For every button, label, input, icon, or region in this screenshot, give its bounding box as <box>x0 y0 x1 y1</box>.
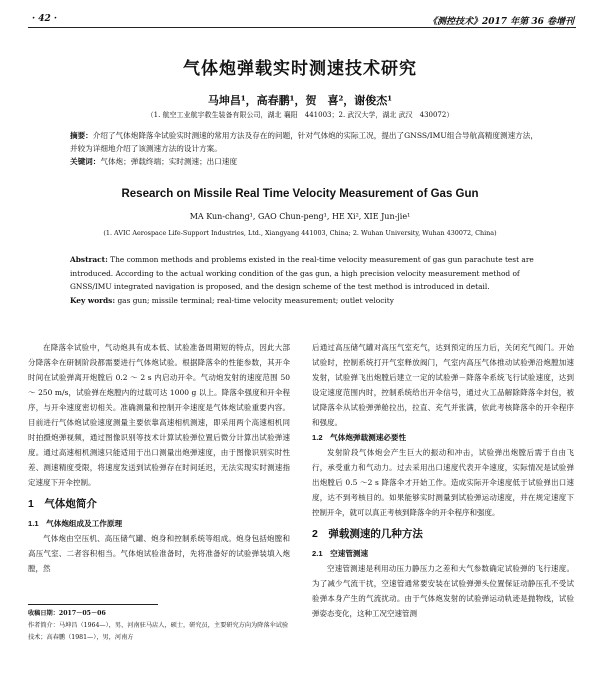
abstract-cn-label: 摘要： <box>70 131 93 140</box>
section-1-2-paragraph: 发射阶段气体炮会产生巨大的振动和冲击，试验弹出炮膛后需于自由飞行，承受重力和气动力。过去采用出口速度代表开伞速度，实际情况是试验弹出炮膛后 0.5 ～2 s 降落伞才开始工作。造成实际开伞速度低于试验弹出口速度，达不到考核目的。如果能够实时测量到试验弹运动速度，并在规定速度下控制开伞，就可以真正考核到降落伞的开伞程序和强度。 <box>312 448 574 517</box>
keywords-en-text: gas gun; missile terminal; real-time velocity measurement; outlet velocity <box>117 295 394 305</box>
section-1-1-heading: 1.1 气体炮组成及工作原理 <box>28 519 123 528</box>
section-2-1-paragraph: 空速管测速是利用动压力静压力之差和大气参数确定试验弹的飞行速度。为了减少气流干扰，空速管通常要安装在试验弹弹头位置保证动静压孔不受试验弹本身产生的气流扰动。由于气体炮发射的试验弹运动轨迹是抛物线，试验弹姿态变化，这种工况空速管测 <box>312 564 574 618</box>
keywords-en <box>70 294 540 308</box>
footnote <box>28 608 290 644</box>
affiliation-cn: （1. 航空工业航宇救生装备有限公司，湖北 襄阳 441003；2. 武汉大学，湖北 武汉 430072） <box>146 111 454 119</box>
keywords-cn <box>70 155 540 168</box>
abstract-en-body <box>70 253 540 294</box>
keywords-cn-text: 气体炮；弹载终端；实时测速；出口速度 <box>100 157 238 166</box>
authors-cn: 马坤昌¹，高春鹏¹，贺 喜²，谢俊杰¹ <box>207 94 393 107</box>
section-1-heading: 1 气体炮简介 <box>28 498 97 510</box>
body-column-left <box>28 340 290 576</box>
paper-title-en: Research on Missile Real Time Velocity Measurement of Gas Gun <box>121 188 479 200</box>
keywords-en-label: Key words: <box>70 295 116 305</box>
footnote-rule <box>28 604 158 605</box>
section-1-2-heading: 1.2 气体炮弹载测速必要性 <box>312 433 407 442</box>
paper-title-cn: 气体炮弹载实时测速技术研究 <box>183 59 417 79</box>
affiliation-en: (1. AVIC Aerospace Life-Support Industries, Ltd., Xiangyang 441003, China; 2. Wuhan University, Wuhan 430072, China) <box>103 229 497 237</box>
section-2-heading: 2 弹载测速的几种方法 <box>312 528 423 540</box>
authors-en: MA Kun-chang¹, GAO Chun-peng¹, HE Xi², XIE Jun-jie¹ <box>189 212 411 221</box>
section-2-1-heading: 2.1 空速管测速 <box>312 549 369 558</box>
abstract-cn-body <box>70 129 540 155</box>
page-number: · 42 · <box>32 14 58 24</box>
journal-header: 《测控技术》2017 年第 36 卷增刊 <box>428 17 574 27</box>
continued-paragraph: 后通过高压储气罐对高压气室充气，达到预定的压力后，关闭充气阀门。开始试验时，控制系统打开气室释放阀门，气室内高压气体推动试验弹沿炮膛加速发射，试验弹飞出炮膛后建立一定的试验弹－降落伞系统飞行试验速度，达到设定速度范围内时，控制系统给出开伞信号，通过火工品解除降落伞封包，被试降落伞从试验弹弹舱拉出，拉直、充气并张满，依此考核降落伞的开伞程序和强度。 <box>312 343 574 427</box>
abstract-en-text: The common methods and problems existed in the real-time velocity measurement of gas gun parachute test are introduced. According to the actual working condition of the gas gun, a high precision velocity measurement method of GNSS/IMU integrated navigation is proposed, and the design scheme of the test method is introduced in detail. <box>70 255 534 291</box>
received-date: 收稿日期：2017－05－06 <box>28 610 106 617</box>
abstract-cn <box>70 129 540 168</box>
intro-paragraph: 在降落伞试验中，气动炮具有成本低、试验准备周期短的特点，因此大部分降落伞在研制阶段都需要进行气体炮试验。根据降落伞的性能参数，其开伞时间在试验弹离开炮膛后 0.2 ～ 2 s 内启动开伞。气动炮发射的速度范围 50 ～ 250 m/s，试验弹在炮膛内的过载可达 1000 g 以上。降落伞强度和开伞程序，与开伞速度密切相关。准确测量和控制开伞速度是气体炮试验重要内容。目前进行气体炮试验速度测量主要依靠高速相机测速，即采用两个高速相机同时拍摄炮弹视频，通过图像识别等技术计算试验弹位置后微分计算出试验弹速度。通过高速相机测速只能适用于出口测量出炮弹速度，由于图像识别实时性差、测速精度受限，将速度发送到试验弹存在时间延迟，无法实现实时测速指定速度下开伞控制。 <box>28 343 290 487</box>
abstract-en-label: Abstract: <box>70 255 108 264</box>
keywords-cn-label: 关键词： <box>70 157 101 166</box>
header-rule <box>28 27 576 28</box>
body-column-right <box>312 340 574 621</box>
abstract-cn-text: 介绍了气体炮降落伞试验实时测速的常用方法及存在的问题，针对气体炮的实际工况，提出了GNSS/IMU组合导航高精度测速方法，并较为详细地介绍了该测速方法的设计方案。 <box>70 131 538 153</box>
abstract-en <box>70 253 540 307</box>
author-bio: 作者简介：马坤昌（1964—），男，河南驻马店人，硕士，研究员，主要研究方向为降落伞试验技术；高春鹏（1981—），男，河南方 <box>28 622 289 641</box>
section-1-1-paragraph: 气体炮由空压机、高压储气罐、炮身和控制系统等组成。炮身包括炮膛和高压气室、二者容积相当。气体炮试验准备时，先将准备好的试验弹装填入炮膛，然 <box>28 534 290 573</box>
